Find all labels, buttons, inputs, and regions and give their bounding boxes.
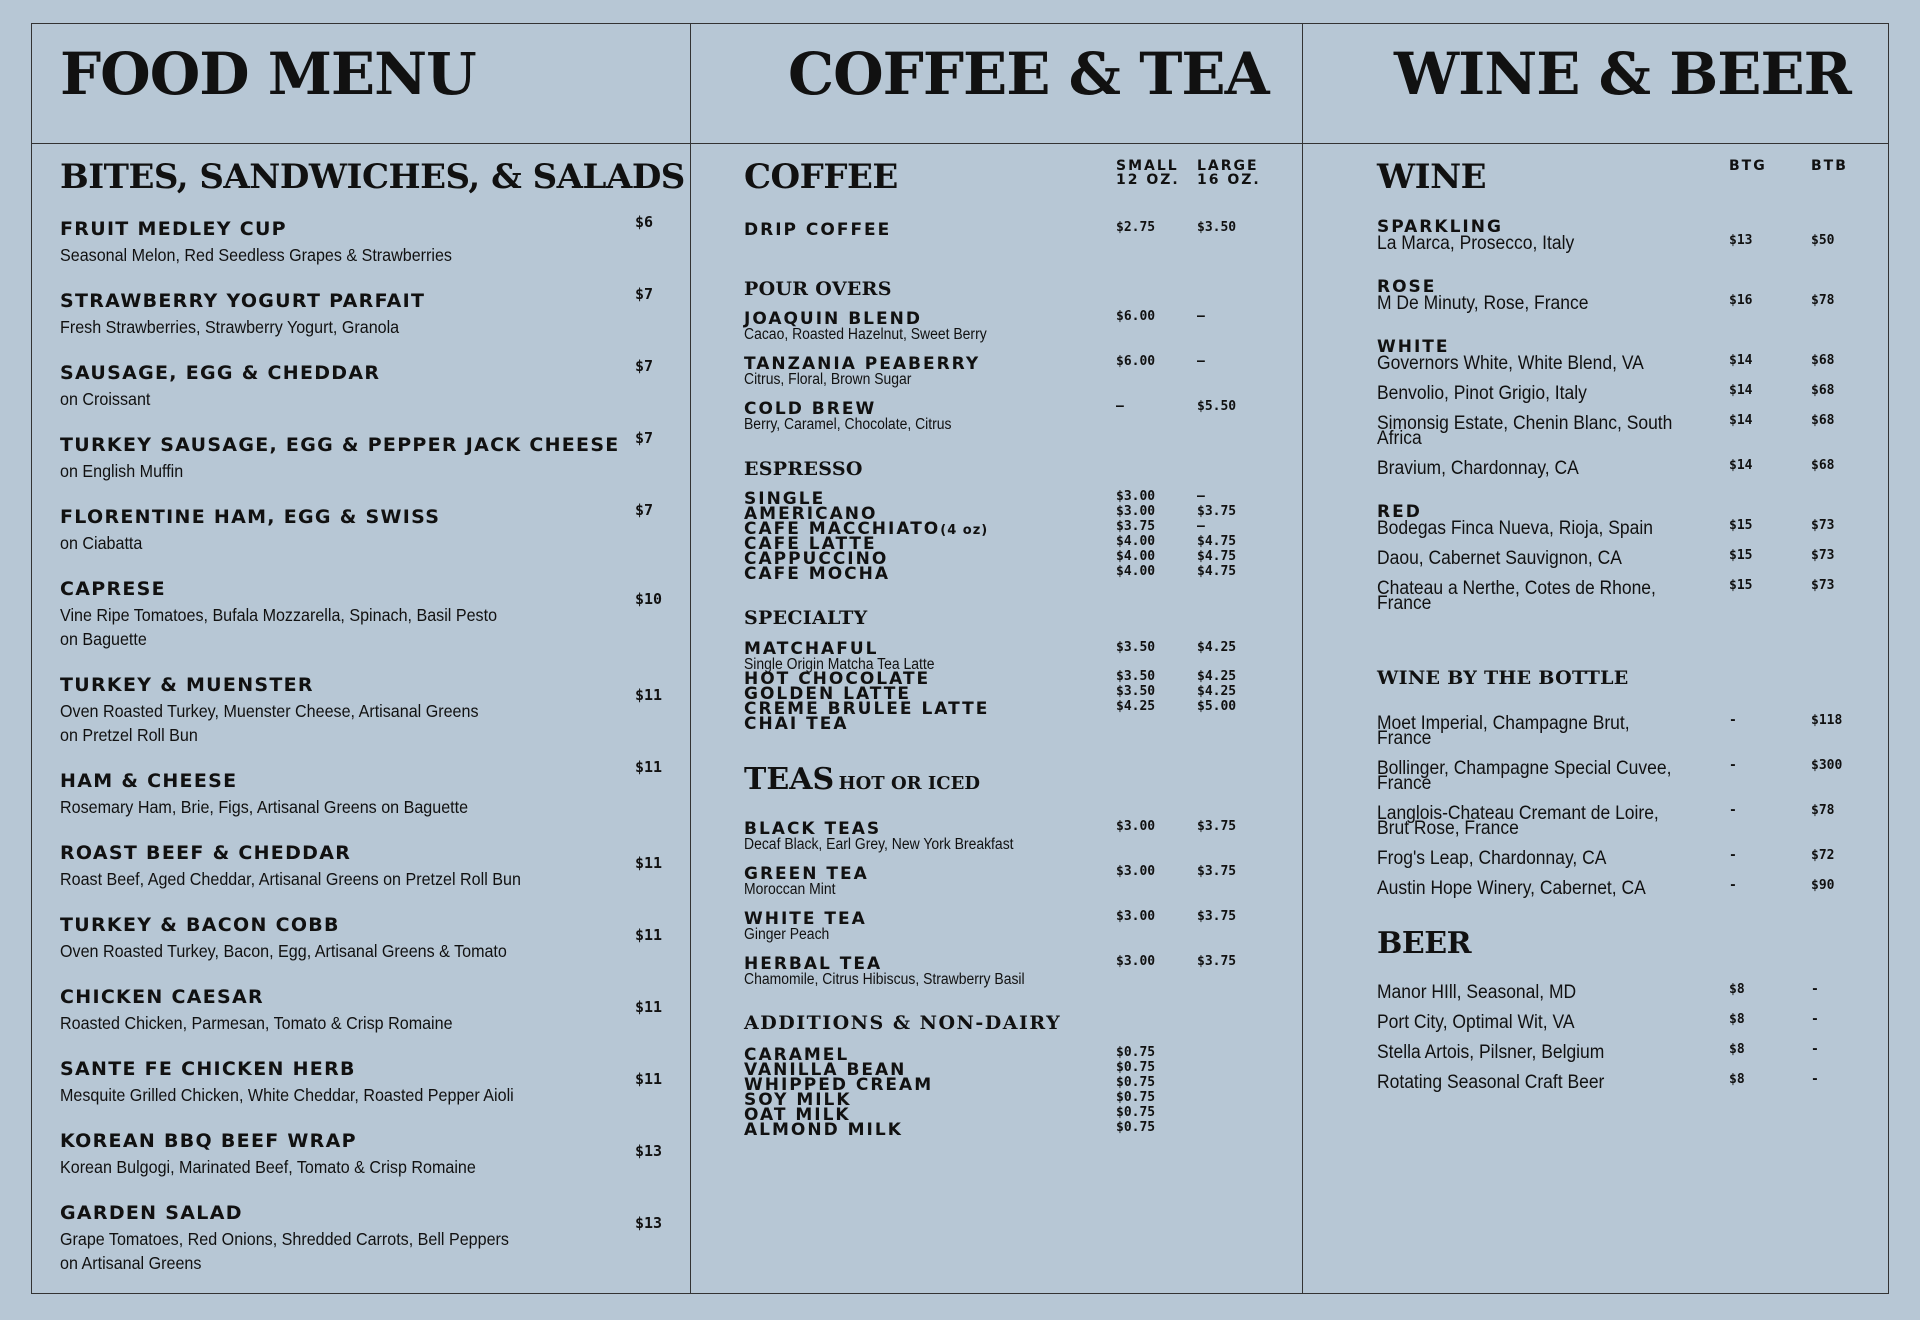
sparkling-wine-btg: $13 [1729, 233, 1753, 248]
food-item-desc: on English Muffin [60, 461, 184, 481]
food-item-name: TURKEY & MUENSTER [60, 674, 314, 696]
bottle-wine-btb: $118 [1811, 713, 1843, 728]
red-label: RED [1377, 502, 1422, 522]
white-wine-name: Benvolio, Pinot Grigio, Italy [1377, 383, 1587, 404]
food-item-desc-line2: on Baguette [60, 629, 147, 649]
espresso-small-price: $4.00 [1116, 564, 1156, 579]
bottle-wine-btg: - [1729, 713, 1737, 728]
white-wine-btb: $68 [1811, 413, 1835, 428]
food-item-desc: Mesquite Grilled Chicken, White Cheddar, Roasted Pepper Aioli [60, 1085, 514, 1105]
specialty-small-price: $4.25 [1116, 699, 1156, 714]
espresso-large-price: $4.75 [1197, 549, 1237, 564]
espresso-large-price: $3.75 [1197, 504, 1237, 519]
food-item-price: $7 [635, 429, 654, 447]
espresso-name: CAPPUCCINO [744, 549, 889, 569]
tea-small-price: $3.00 [1116, 909, 1156, 924]
bottle-wine-name: Bollinger, Champagne Special Cuvee, [1377, 758, 1672, 779]
tea-name: HERBAL TEA [744, 954, 883, 974]
espresso-name: AMERICANO [744, 504, 878, 524]
beer-name: Stella Artois, Pilsner, Belgium [1377, 1042, 1605, 1063]
wine-title: WINE & BEER [1394, 40, 1851, 108]
matchaful-desc: Single Origin Matcha Tea Latte [744, 656, 935, 673]
bottle-wine-name-line2: France [1377, 728, 1432, 749]
food-item-desc: Roasted Chicken, Parmesan, Tomato & Crisp Romaine [60, 1013, 453, 1033]
addition-price: $0.75 [1116, 1120, 1156, 1135]
food-item-name: SAUSAGE, EGG & CHEDDAR [60, 362, 381, 384]
food-item-desc: on Ciabatta [60, 533, 143, 553]
matchaful-large: $4.25 [1197, 640, 1237, 655]
red-wine-name-line2: France [1377, 593, 1432, 614]
beer-btg: $8 [1729, 982, 1745, 997]
pour-over-large-price: $5.50 [1197, 399, 1237, 414]
food-item-desc-line2: on Pretzel Roll Bun [60, 725, 198, 745]
food-item-name: TURKEY SAUSAGE, EGG & PEPPER JACK CHEESE [60, 434, 620, 456]
large-size-header [1197, 159, 1261, 187]
bottle-wine-btb: $78 [1811, 803, 1835, 818]
rose-wine-btg: $16 [1729, 293, 1753, 308]
food-item-price: $6 [635, 213, 654, 231]
food-item-desc: Rosemary Ham, Brie, Figs, Artisanal Greens on Baguette [60, 797, 469, 817]
beer-btb: - [1811, 1072, 1819, 1087]
wine-heading: WINE [1377, 157, 1487, 197]
tea-name: WHITE TEA [744, 909, 867, 929]
food-item-desc-line2: on Artisanal Greens [60, 1253, 202, 1273]
sparkling-wine-btb: $50 [1811, 233, 1835, 248]
food-item-desc: Vine Ripe Tomatoes, Bufala Mozzarella, Spinach, Basil Pesto [60, 605, 498, 625]
addition-name: ALMOND MILK [744, 1120, 903, 1140]
pour-over-large-price: – [1197, 354, 1205, 369]
bottle-wine-name: Moet Imperial, Champagne Brut, [1377, 713, 1630, 734]
food-item-price: $11 [635, 998, 663, 1016]
red-wine-name: Chateau a Nerthe, Cotes de Rhone, [1377, 578, 1656, 599]
tea-small-price: $3.00 [1116, 954, 1156, 969]
food-item-name: TURKEY & BACON COBB [60, 914, 340, 936]
header-divider [31, 143, 1889, 144]
espresso-large-price: $4.75 [1197, 534, 1237, 549]
espresso-large-price: – [1197, 489, 1205, 504]
rose-wine-name: M De Minuty, Rose, France [1377, 293, 1589, 314]
red-wine-btg: $15 [1729, 518, 1753, 533]
teas-heading: TEAS [744, 762, 835, 797]
matchaful-small: $3.50 [1116, 640, 1156, 655]
food-item-desc: on Croissant [60, 389, 151, 409]
white-wine-btb: $68 [1811, 383, 1835, 398]
pour-over-desc: Berry, Caramel, Chocolate, Citrus [744, 416, 952, 433]
addition-price: $0.75 [1116, 1045, 1156, 1060]
white-wine-btg: $14 [1729, 413, 1753, 428]
specialty-heading: SPECIALTY [744, 607, 868, 629]
tea-desc: Decaf Black, Earl Grey, New York Breakfast [744, 836, 1014, 853]
specialty-name: CHAI TEA [744, 714, 849, 734]
bottle-wine-name-line2: Brut Rose, France [1377, 818, 1519, 839]
tea-name: BLACK TEAS [744, 819, 882, 839]
espresso-name: CAFE MOCHA [744, 564, 891, 584]
pour-over-name: COLD BREW [744, 399, 877, 419]
tea-name: GREEN TEA [744, 864, 869, 884]
bottle-wine-btg: - [1729, 803, 1737, 818]
food-item-name: STRAWBERRY YOGURT PARFAIT [60, 290, 426, 312]
espresso-small-price: $3.00 [1116, 489, 1156, 504]
divider-right [1302, 23, 1303, 1294]
white-wine-name: Simonsig Estate, Chenin Blanc, South [1377, 413, 1673, 434]
rose-wine-btb: $78 [1811, 293, 1835, 308]
pour-overs-heading: POUR OVERS [744, 278, 892, 300]
bottle-wine-name-line2: France [1377, 773, 1432, 794]
white-wine-name-line2: Africa [1377, 428, 1422, 449]
food-item-name: CHICKEN CAESAR [60, 986, 264, 1008]
addition-price: $0.75 [1116, 1060, 1156, 1075]
beer-name: Port City, Optimal Wit, VA [1377, 1012, 1575, 1033]
food-item-desc: Oven Roasted Turkey, Bacon, Egg, Artisanal Greens & Tomato [60, 941, 507, 961]
teas-heading-row [744, 762, 980, 797]
food-item-price: $11 [635, 1070, 663, 1088]
beer-btg: $8 [1729, 1072, 1745, 1087]
addition-price: $0.75 [1116, 1105, 1156, 1120]
tea-large-price: $3.75 [1197, 909, 1237, 924]
bottle-wine-name: Langlois-Chateau Cremant de Loire, [1377, 803, 1659, 824]
espresso-name: CAFE MACCHIATO(4 oz) [744, 519, 989, 539]
white-label: WHITE [1377, 337, 1450, 357]
beer-name: Manor HIll, Seasonal, MD [1377, 982, 1577, 1003]
food-item-price: $11 [635, 926, 663, 944]
bottle-wine-btb: $300 [1811, 758, 1843, 773]
food-item-name: CAPRESE [60, 578, 166, 600]
specialty-name: CREME BRULEE LATTE [744, 699, 990, 719]
specialty-large-price: $4.25 [1197, 684, 1237, 699]
addition-name: CARAMEL [744, 1045, 850, 1065]
pour-over-desc: Cacao, Roasted Hazelnut, Sweet Berry [744, 326, 987, 343]
teas-tag: HOT OR ICED [838, 773, 980, 794]
bottle-wine-btb: $90 [1811, 878, 1835, 893]
tea-desc: Chamomile, Citrus Hibiscus, Strawberry Basil [744, 971, 1025, 988]
white-wine-btg: $14 [1729, 383, 1753, 398]
addition-name: SOY MILK [744, 1090, 852, 1110]
specialty-large-price: $5.00 [1197, 699, 1237, 714]
red-wine-name: Bodegas Finca Nueva, Rioja, Spain [1377, 518, 1653, 539]
food-section-heading: BITES, SANDWICHES, & SALADS [60, 157, 685, 197]
btb-header: BTB [1811, 158, 1848, 174]
pour-over-small-price: $6.00 [1116, 309, 1156, 324]
tea-large-price: $3.75 [1197, 954, 1237, 969]
white-wine-btb: $68 [1811, 458, 1835, 473]
food-item-price: $13 [635, 1142, 663, 1160]
food-item-name: FRUIT MEDLEY CUP [60, 218, 287, 240]
pour-over-large-price: – [1197, 309, 1205, 324]
tea-desc: Ginger Peach [744, 926, 830, 943]
food-item-desc: Roast Beef, Aged Cheddar, Artisanal Greens on Pretzel Roll Bun [60, 869, 521, 889]
food-item-desc: Fresh Strawberries, Strawberry Yogurt, Granola [60, 317, 400, 337]
food-item-price: $10 [635, 590, 663, 608]
food-item-price: $11 [635, 854, 663, 872]
food-item-name: SANTE FE CHICKEN HERB [60, 1058, 356, 1080]
specialty-small-price: $3.50 [1116, 669, 1156, 684]
food-item-price: $7 [635, 285, 654, 303]
coffee-heading: COFFEE [744, 157, 898, 197]
tea-small-price: $3.00 [1116, 864, 1156, 879]
tea-small-price: $3.00 [1116, 819, 1156, 834]
espresso-small-price: $4.00 [1116, 534, 1156, 549]
wine-bottle-heading: WINE BY THE BOTTLE [1377, 667, 1629, 689]
addition-name: VANILLA BEAN [744, 1060, 907, 1080]
drip-coffee-large: $3.50 [1197, 220, 1237, 235]
specialty-small-price: $3.50 [1116, 684, 1156, 699]
espresso-large-price: $4.75 [1197, 564, 1237, 579]
pour-over-desc: Citrus, Floral, Brown Sugar [744, 371, 912, 388]
tea-large-price: $3.75 [1197, 819, 1237, 834]
bottle-wine-btb: $72 [1811, 848, 1835, 863]
drip-coffee-name: DRIP COFFEE [744, 220, 892, 240]
food-item-name: KOREAN BBQ BEEF WRAP [60, 1130, 357, 1152]
espresso-name: SINGLE [744, 489, 826, 509]
white-wine-btg: $14 [1729, 353, 1753, 368]
food-item-name: GARDEN SALAD [60, 1202, 243, 1224]
tea-large-price: $3.75 [1197, 864, 1237, 879]
pour-over-name: TANZANIA PEABERRY [744, 354, 981, 374]
coffee-title: COFFEE & TEA [788, 40, 1269, 108]
white-wine-btb: $68 [1811, 353, 1835, 368]
addition-price: $0.75 [1116, 1075, 1156, 1090]
espresso-heading: ESPRESSO [744, 458, 863, 480]
small-oz: 12 OZ. [1116, 172, 1180, 188]
large-oz: 16 OZ. [1197, 172, 1261, 188]
white-wine-name: Bravium, Chardonnay, CA [1377, 458, 1579, 479]
bottle-wine-name: Austin Hope Winery, Cabernet, CA [1377, 878, 1646, 899]
food-item-desc: Korean Bulgogi, Marinated Beef, Tomato & Crisp Romaine [60, 1157, 476, 1177]
beer-btg: $8 [1729, 1042, 1745, 1057]
specialty-large-price: $4.25 [1197, 669, 1237, 684]
pour-over-name: JOAQUIN BLEND [744, 309, 922, 329]
beer-btb: - [1811, 982, 1819, 997]
large-label: LARGE [1197, 158, 1259, 174]
bottle-wine-btg: - [1729, 758, 1737, 773]
bottle-wine-btg: - [1729, 848, 1737, 863]
red-wine-btb: $73 [1811, 548, 1835, 563]
espresso-size-tag: (4 oz) [940, 523, 989, 538]
food-item-name: FLORENTINE HAM, EGG & SWISS [60, 506, 441, 528]
red-wine-btb: $73 [1811, 518, 1835, 533]
drip-coffee-small: $2.75 [1116, 220, 1156, 235]
red-wine-btg: $15 [1729, 548, 1753, 563]
food-item-desc: Seasonal Melon, Red Seedless Grapes & Strawberries [60, 245, 452, 265]
red-wine-btg: $15 [1729, 578, 1753, 593]
food-item-price: $11 [635, 686, 663, 704]
food-item-price: $11 [635, 758, 663, 776]
food-item-desc: Grape Tomatoes, Red Onions, Shredded Carrots, Bell Peppers [60, 1229, 509, 1249]
small-label: SMALL [1116, 158, 1179, 174]
red-wine-name: Daou, Cabernet Sauvignon, CA [1377, 548, 1622, 569]
matchaful-name: MATCHAFUL [744, 639, 879, 659]
food-item-name: ROAST BEEF & CHEDDAR [60, 842, 352, 864]
espresso-small-price: $3.75 [1116, 519, 1156, 534]
sparkling-wine-name: La Marca, Prosecco, Italy [1377, 233, 1575, 254]
food-item-desc: Oven Roasted Turkey, Muenster Cheese, Artisanal Greens [60, 701, 479, 721]
addition-name: WHIPPED CREAM [744, 1075, 934, 1095]
bottle-wine-name: Frog's Leap, Chardonnay, CA [1377, 848, 1607, 869]
red-wine-btb: $73 [1811, 578, 1835, 593]
addition-name: OAT MILK [744, 1105, 851, 1125]
food-item-price: $7 [635, 501, 654, 519]
white-wine-name: Governors White, White Blend, VA [1377, 353, 1644, 374]
bottle-wine-btg: - [1729, 878, 1737, 893]
beer-btg: $8 [1729, 1012, 1745, 1027]
rose-label: ROSE [1377, 277, 1437, 297]
specialty-name: GOLDEN LATTE [744, 684, 911, 704]
additions-heading: ADDITIONS & NON-DAIRY [744, 1012, 1062, 1034]
beer-heading: BEER [1377, 926, 1472, 961]
btg-header: BTG [1729, 158, 1767, 174]
beer-btb: - [1811, 1012, 1819, 1027]
espresso-small-price: $4.00 [1116, 549, 1156, 564]
pour-over-small-price: $6.00 [1116, 354, 1156, 369]
beer-name: Rotating Seasonal Craft Beer [1377, 1072, 1605, 1093]
food-title: FOOD MENU [60, 40, 476, 108]
beer-btb: - [1811, 1042, 1819, 1057]
addition-price: $0.75 [1116, 1090, 1156, 1105]
food-item-name: HAM & CHEESE [60, 770, 238, 792]
espresso-large-price: – [1197, 519, 1205, 534]
specialty-name: HOT CHOCOLATE [744, 669, 931, 689]
divider-left [690, 23, 691, 1294]
espresso-name: CAFE LATTE [744, 534, 877, 554]
tea-desc: Moroccan Mint [744, 881, 836, 898]
espresso-small-price: $3.00 [1116, 504, 1156, 519]
white-wine-btg: $14 [1729, 458, 1753, 473]
pour-over-small-price: – [1116, 399, 1124, 414]
small-size-header [1116, 159, 1180, 187]
food-item-price: $13 [635, 1214, 663, 1232]
food-item-price: $7 [635, 357, 654, 375]
sparkling-label: SPARKLING [1377, 217, 1503, 237]
